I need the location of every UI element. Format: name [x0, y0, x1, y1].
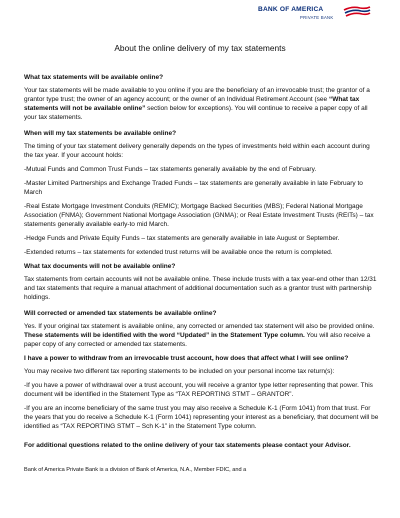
logo-subtitle: PRIVATE BANK [300, 15, 334, 20]
updated-identifier-note: These statements will be identified with the word “Updated” in the Statement Type column. [24, 332, 305, 339]
section-heading-timing: When will my tax statements be available online? [24, 130, 177, 137]
section-body-available-online: Your tax statements will be made available to you online if you are the beneficiary of an irrevocable trust; the grantor of a grantor type trust; the owner of an agency account; or the owner of an Individual Retirement Account (see “What tax statements will not be available online” section below for exceptions). You will continue to receive a paper copy of all your tax statements. [24, 87, 370, 121]
list-item: -Hedge Funds and Private Equity Funds – tax statements are generally available in late August or September. [24, 235, 340, 242]
exceptions-reference: “What tax statements will not be available online” [24, 96, 360, 112]
list-item: -Extended returns – tax statements for extended trust returns will be available once the return is completed. [24, 249, 333, 256]
list-item: -Mutual Funds and Common Trust Funds – tax statements generally available by the end of February. [24, 166, 317, 173]
bank-logo [258, 6, 376, 30]
section-heading-power-to-withdraw: I have a power to withdraw from an irrevocable trust account, how does that affect what I will see online? [24, 355, 349, 362]
logo-wordmark: BANK OF AMERICA [258, 6, 324, 13]
section-body-not-available: Tax statements from certain accounts will not be available online. These include trusts with a tax year-end other than 12/31 and tax statements that require a manual attachment of additional documentation such as a grantor trust with partnership holdings. [24, 276, 377, 301]
section-heading-available-online: What tax statements will be available online? [24, 74, 164, 81]
page-title: About the online delivery of my tax statements [114, 43, 286, 53]
section-heading-corrected: Will corrected or amended tax statements be available online? [24, 310, 217, 317]
section-heading-not-available: What tax documents will not be available online? [24, 263, 176, 270]
list-item: -Real Estate Mortgage Investment Conduits (REMIC); Mortgage Backed Securities (MBS); Federal National Mortgage Association (FNMA); Government National Mortgage Association (GNMA); or Real Estate Investment Trusts (REITs) – tax statements generally available early-to mid March. [24, 203, 374, 228]
section-intro-timing: The timing of your tax statement delivery generally depends on the types of investments held within each account during the tax year. If your account holds: [24, 143, 370, 159]
closing-note: For additional questions related to the online delivery of your tax statements please contact your Advisor. [24, 442, 351, 449]
footer-disclaimer: Bank of America Private Bank is a division of Bank of America, N.A., Member FDIC, and a [24, 467, 247, 473]
section-intro-power-to-withdraw: You may receive two different tax reporting statements to be included on your personal income tax return(s): [24, 368, 335, 375]
list-item: -Master Limited Partnerships and Exchange Traded Funds – tax statements are generally available in late February to March [24, 180, 363, 196]
flag-logo-icon [342, 5, 372, 17]
list-item: -If you are an income beneficiary of the same trust you may also receive a Schedule K-1 (Form 1041) from that trust. For the years that you do receive a Schedule K-1 (Form 1041) representing your interest as a beneficiary, that document will be identified as “TAX REPORTING STMT – Sch K-1” in the Statement Type column. [24, 405, 379, 430]
document-body [24, 73, 379, 450]
list-item: -If you have a power of withdrawal over a trust account, you will receive a grantor type letter representing that power. This document will be identified in the Statement Type as “TAX REPORTING STMT – GRANTOR”. [24, 382, 373, 398]
section-body-corrected: Yes. If your original tax statement is available online, any corrected or amended tax statement will also be provided online. These statements will be identified with the word “Updated” in the Statement Type column. You will also receive a paper copy of any corrected or amended tax statements. [24, 323, 375, 348]
